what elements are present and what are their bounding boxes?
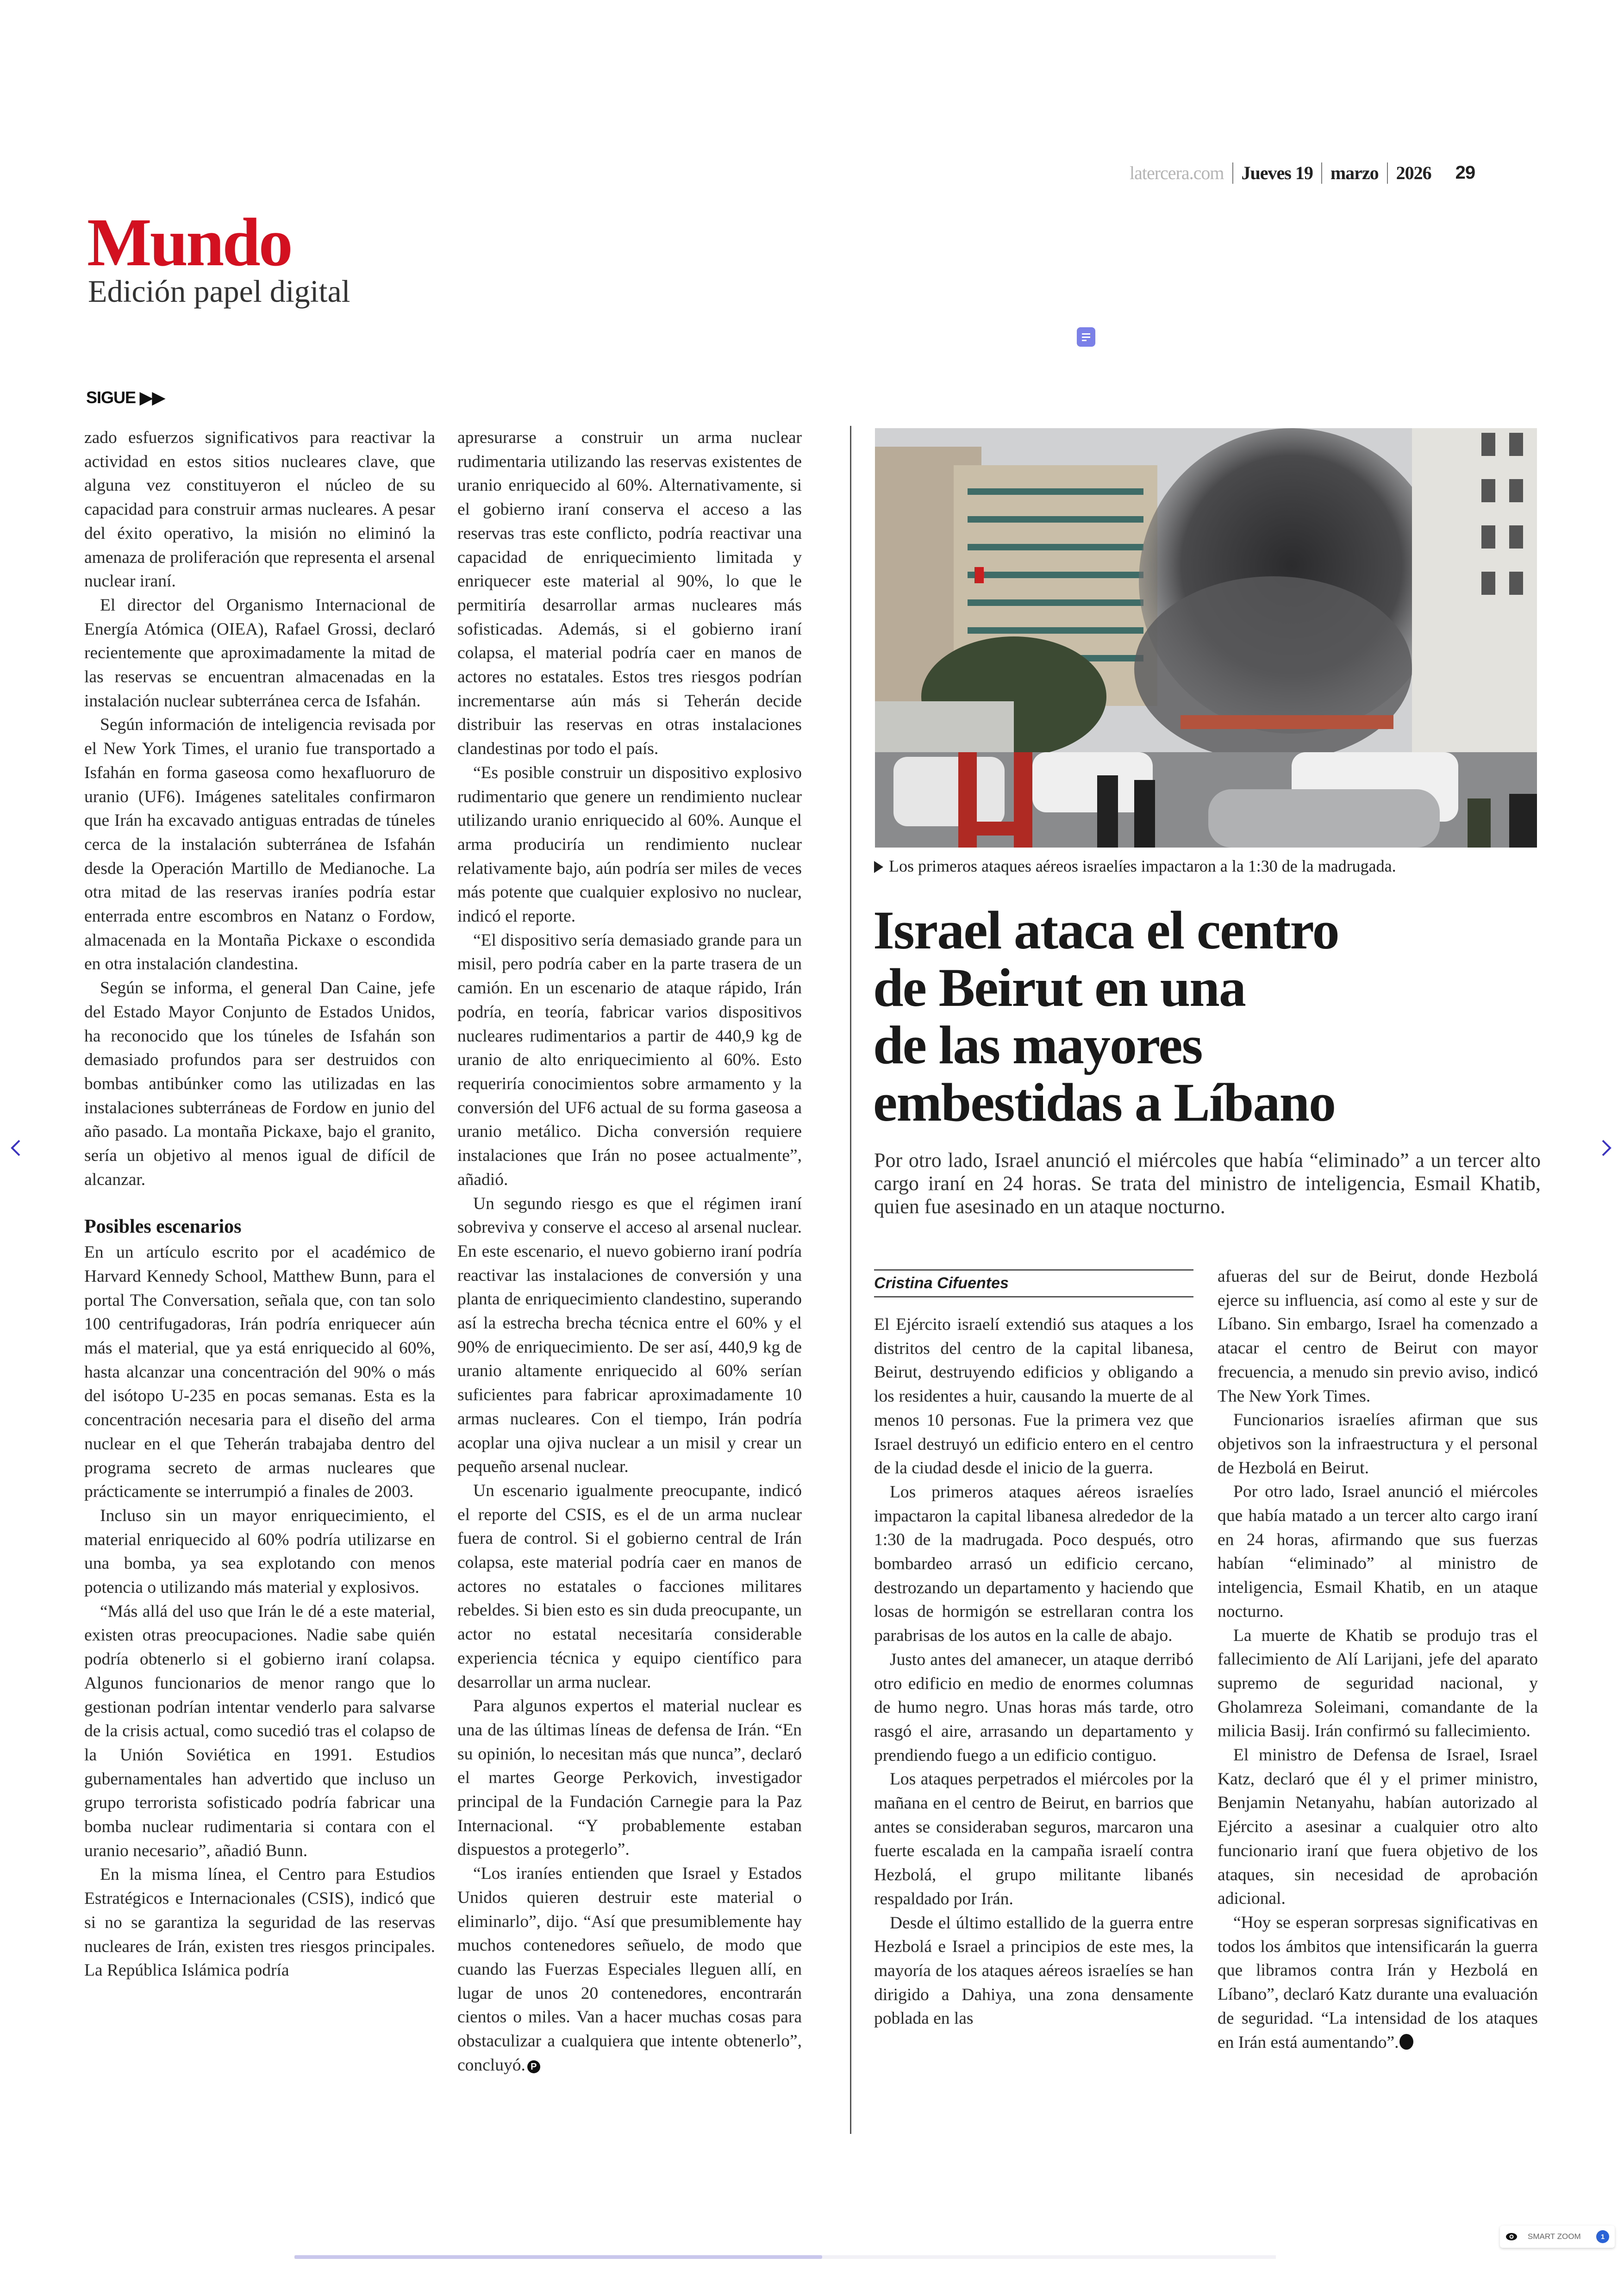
paragraph: “Es posible construir un dispositivo explosivo rudimentario que genere un rendimiento nuclear utilizando uranio enriquecido al 60%. Aunque el arma produciría un rendimiento nuclear relativamente bajo, aún podría ser miles de veces más potente que cualquier explosivo no nuclear, indicó el reporte. [457,763,802,926]
next-page-button[interactable] [1596,1135,1617,1161]
paragraph: Los ataques perpetrados el miércoles por la mañana en el centro de Beirut, en barrios que antes se consideraban seguros, marcaron una fuerte escalada en la campaña israelí contra Hezbolá, el grupo militante libanés respaldado por Irán. [874,1770,1193,1908]
photo-caption [874,856,1396,876]
paragraph: “El dispositivo sería demasiado grande para un misil, pero podría caber en la parte trasera de un camión. En un escenario de ataque rápido, Irán podría, en teoría, fabricar varios dispositivos nucleares rudimentarios a partir de 440,9 kg de uranio de alto enriquecimiento al 60%. Esto requeriría conocimientos sobre armamento y la conversión del UF6 actual de su forma gaseosa a uranio metálico. Dicha conversión requiere instalaciones que Irán no posee actualmente”, añadió. [457,930,802,1189]
paragraph: El Ejército israelí extendió sus ataques a los distritos del centro de la capital libanesa, Beirut, destruyendo edificios y obligando a los residentes a huir, causando la muerte de al menos 10 personas. Fue la primera vez que Israel destruyó un edificio entero en el centro de la ciudad desde el inicio de la guerra. [874,1315,1193,1478]
headline-line: de Beirut en una [873,957,1245,1018]
caption-text: Los primeros ataques aéreos israelíes impactaron a la 1:30 de la madrugada. [889,857,1396,875]
section-subtitle: Edición papel digital [88,274,350,309]
divider [1321,162,1322,184]
photo-illustration [875,428,1537,848]
article-column-2 [457,426,802,2077]
paragraph: Funcionarios israelíes afirman que sus objetivos son la infraestructura y el personal de Hezbolá en Beirut. [1218,1410,1538,1478]
headline-line: embestidas a Líbano [873,1072,1335,1133]
end-mark-icon: P [527,2060,540,2073]
paragraph: Según información de inteligencia revisada por el New York Times, el uranio fue transportado a Isfahán en forma gaseosa como hexafluoruro de uranio (UF6). Imágenes satelitales confirmaron que Irán ha excavado antiguas entradas de túneles cerca de la instalación subterránea de Isfahán desde la Operación Martillo de Medianoche. La otra mitad de las reservas iraníes podría estar enterrada entre escombros en Natanz o Fordow, almacenada en la Montaña Pickaxe o escondida en otra instalación clandestina. [84,715,435,974]
chevron-right-icon [1601,1139,1612,1157]
continuation-label: SIGUE ▶▶ [86,388,165,407]
end-dot-icon [1399,2034,1413,2050]
paragraph: afueras del sur de Beirut, donde Hezbolá ejerce su influencia, así como al este y sur de Líbano. Sin embargo, Israel ha comenzado a atacar el centro de Beirut con mayor frecuencia, a menudo sin previo aviso, indicó The New York Times. [1218,1267,1538,1406]
smart-zoom-badge: 1 [1596,2230,1609,2243]
paragraph: Un segundo riesgo es que el régimen iraní sobreviva y conserve el acceso al arsenal nuclear. En este escenario, el nuevo gobierno iraní podría reactivar las instalaciones de conversión y una planta de enriquecimiento clandestino, superando así la estrecha brecha técnica entre el 60% y el 90% de enriquecimiento. De ser así, 440,9 kg de uranio altamente enriquecido al 60% serían suficientes para fabricar aproximadamente 10 armas nucleares. Con el tiempo, Irán podría acoplar una ojiva nuclear a un misil y crear un pequeño arsenal nuclear. [457,1194,802,1477]
subheading: Posibles escenarios [84,1216,242,1237]
paragraph: Los primeros ataques aéreos israelíes impactaron la capital libanesa alrededor de la 1:30 de la madrugada. Poco después, otro bombardeo arrasó un edificio cercano, destrozando un departamento y haciendo que losas de hormigón se estrellaran contra los parabrisas de los autos en la calle de abajo. [874,1482,1193,1646]
paragraph: Desde el último estallido de la guerra entre Hezbolá e Israel a principios de este mes, la mayoría de los ataques aéreos israelíes se han dirigido a Dahiya, una zona densamente poblada en las [874,1913,1193,2028]
paragraph [1218,1911,1538,2054]
page-number: 29 [1455,162,1475,183]
menu-button[interactable] [1077,327,1095,347]
paragraph: La muerte de Khatib se produjo tras el fallecimiento de Alí Larijani, jefe del aparato supremo de seguridad nacional, y Gholamreza Soleimani, comandante de la milicia Basij. Irán confirmó su fallecimiento. [1218,1626,1538,1741]
paragraph [457,1862,802,2077]
column-divider [850,426,851,2134]
headline-line: de las mayores [873,1015,1202,1075]
divider [1387,162,1388,184]
chevron-left-icon [10,1139,21,1157]
date-year: 2026 [1396,162,1431,183]
date-month: marzo [1330,162,1379,183]
news-photo [875,428,1537,848]
headline-line: Israel ataca el centro [873,900,1339,960]
byline: Cristina Cifuentes [874,1269,1193,1297]
previous-page-button[interactable] [6,1135,26,1161]
site-name: latercera.com [1130,162,1224,183]
section-title: Mundo [87,205,291,281]
hamburger-line [1082,340,1087,341]
hamburger-line [1082,337,1090,338]
paragraph: Según se informa, el general Dan Caine, jefe del Estado Mayor Conjunto de Estados Unidos, ha reconocido que los túneles de Isfahán son demasiado profundos para ser destruidos con bombas antibúnker como las utilizadas en las instalaciones subterráneas de Fordow en junio del año pasado. La montaña Pickaxe, bajo el granito, sería un objetivo al menos igual de difícil de alcanzar. [84,979,435,1189]
paragraph: zado esfuerzos significativos para reactivar la actividad en estos sitios nucleares clave, que alguna vez constituyeron el núcleo de su capacidad para construir armas nucleares. A pesar del éxito operativo, la misión no eliminó la amenaza de proliferación que representa el arsenal nuclear iraní. [84,428,435,591]
date-weekday: Jueves 19 [1241,162,1313,183]
paragraph: El director del Organismo Internacional de Energía Atómica (OIEA), Rafael Grossi, declaró recientemente que aproximadamente la mitad de las reservas se encuentran almacenadas en la instalación nuclear subterránea cerca de Isfahán. [84,595,435,711]
paragraph: Justo antes del amanecer, un ataque derribó otro edificio en medio de enormes columnas de humo negro. Unas horas más tarde, otro rasgó el aire, arrasando un departamento y prendiendo fuego a un edificio contiguo. [874,1650,1193,1765]
paragraph-text: “Hoy se esperan sorpresas significativas en todos los ámbitos que intensificarán la guerra que libramos contra Irán y Hezbolá en Líbano”, declaró Katz durante una evaluación de seguridad. “La intensidad de los ataques en Irán está aumentando”. [1218,1913,1538,2052]
paragraph: apresurarse a construir un arma nuclear rudimentaria utilizando las reservas existentes de uranio enriquecido al 60%. Alternativamente, si el gobierno iraní conserva el acceso a las reservas tras este conflicto, podría reactivar una capacidad de enriquecimiento limitada y enriquecer este material al 90%, lo que le permitiría desarrollar armas nucleares más sofisticadas. Además, si el gobierno iraní colapsa, el material podría caer en manos de actores no estatales. Estos tres riesgos podrían incrementarse aún más si Teherán decide distribuir las reservas en otras instalaciones clandestinas por todo el país. [457,428,802,759]
smart-zoom-label: SMART ZOOM [1528,2232,1581,2241]
lede: Por otro lado, Israel anunció el miércoles que había “eliminado” a un tercer alto cargo iraní en 24 horas. Se trata del ministro de inteligencia, Esmail Khatib, quien fue asesinado en un ataque nocturno. [874,1149,1541,1218]
hamburger-menu-icon [1082,333,1090,335]
article-column-4 [1218,1265,1538,2054]
paragraph: El ministro de Defensa de Israel, Israel Katz, declaró que él y el primer ministro, Benjamin Netanyahu, habían autorizado al Ejército a asesinar a cualquier otro alto funcionario iraní que fuera objetivo de los ataques, sin necesidad de aprobación adicional. [1218,1746,1538,1908]
article-column-3 [874,1313,1193,2031]
paragraph: Para algunos expertos el material nuclear es una de las últimas líneas de defensa de Irán. “En su opinión, lo necesitan más que nunca”, declaró el martes George Perkovich, investigador principal de la Fundación Carnegie para la Paz Internacional. “Y probablemente estaban dispuestos a protegerlo”. [457,1696,802,1859]
masthead [1130,162,1475,184]
paragraph: Por otro lado, Israel anunció el miércoles que había matado a un tercer alto cargo iraní en 24 horas, afirmando que sus fuerzas habían “eliminado” al ministro de inteligencia, Esmail Khatib, en un ataque nocturno. [1218,1482,1538,1621]
paragraph-text: “Los iraníes entienden que Israel y Estados Unidos quieren destruir este material o eliminarlo”, dijo. “Así que presumiblemente hay muchos contenedores señuelo, de modo que cuando las Fuerzas Especiales lleguen allí, en lugar de unos 20 contenedores, encontrarán cientos o miles. Van a hacer muchas cosas para obstaculizar a cualquiera que intente obtenerlo”, concluyó. [457,1864,802,2075]
article-column-1 [84,426,435,1983]
divider [1232,162,1233,184]
smart-zoom-button[interactable] [1500,2226,1615,2248]
paragraph: Incluso sin un mayor enriquecimiento, el material enriquecido al 60% podría utilizarse en una bomba, ya sea explotando con menos potencia o utilizando más material y explosivos. [84,1506,435,1597]
page-progress-fill [294,2255,822,2259]
paragraph: “Más allá del uso que Irán le dé a este material, existen otras preocupaciones. Nadie sabe quién podría obtenerlo si el gobierno iraní colapsa. Algunos funcionarios de menor rango que lo gestionan podrían intentar venderlo para salvarse de la crisis actual, como sucedió tras el colapso de la Unión Soviética en 1991. Estudios gubernamentales han advertido que incluso un grupo terrorista sofisticado podría fabricar una bomba nuclear rudimentaria si contara con el uranio necesario”, añadió Bunn. [84,1602,435,1860]
paragraph: En un artículo escrito por el académico de Harvard Kennedy School, Matthew Bunn, para el portal The Conversation, señala que, con tan solo 100 centrifugadoras, Irán podría enriquecer aún más el material, que ya está enriquecido al 60%, hasta alcanzar una concentración del 90% o más del isótopo U-235 en pocas semanas. Esta es la concentración necesaria para el diseño del arma nuclear en el que Teherán trabajaba dentro del programa secreto de armas nucleares que prácticamente se interrumpió a finales de 2003. [84,1243,435,1502]
caption-arrow-icon [874,861,883,873]
paragraph: En la misma línea, el Centro para Estudios Estratégicos e Internacionales (CSIS), indicó que si no se garantiza la seguridad de las reservas nucleares de Irán, existen tres riesgos principales. La República Islámica podría [84,1865,435,1980]
eye-icon [1505,2233,1518,2241]
paragraph: Un escenario igualmente preocupante, indicó el reporte del CSIS, es el de un arma nuclear fuera de control. Si el gobierno central de Irán colapsa, este material podría caer en manos de actores no estatales o facciones militares rebeldes. Si bien esto es sin duda preocupante, un actor no estatal necesitaría considerable experiencia técnica y equipo científico para desarrollar un arma nuclear. [457,1481,802,1692]
headline [873,902,1521,1131]
